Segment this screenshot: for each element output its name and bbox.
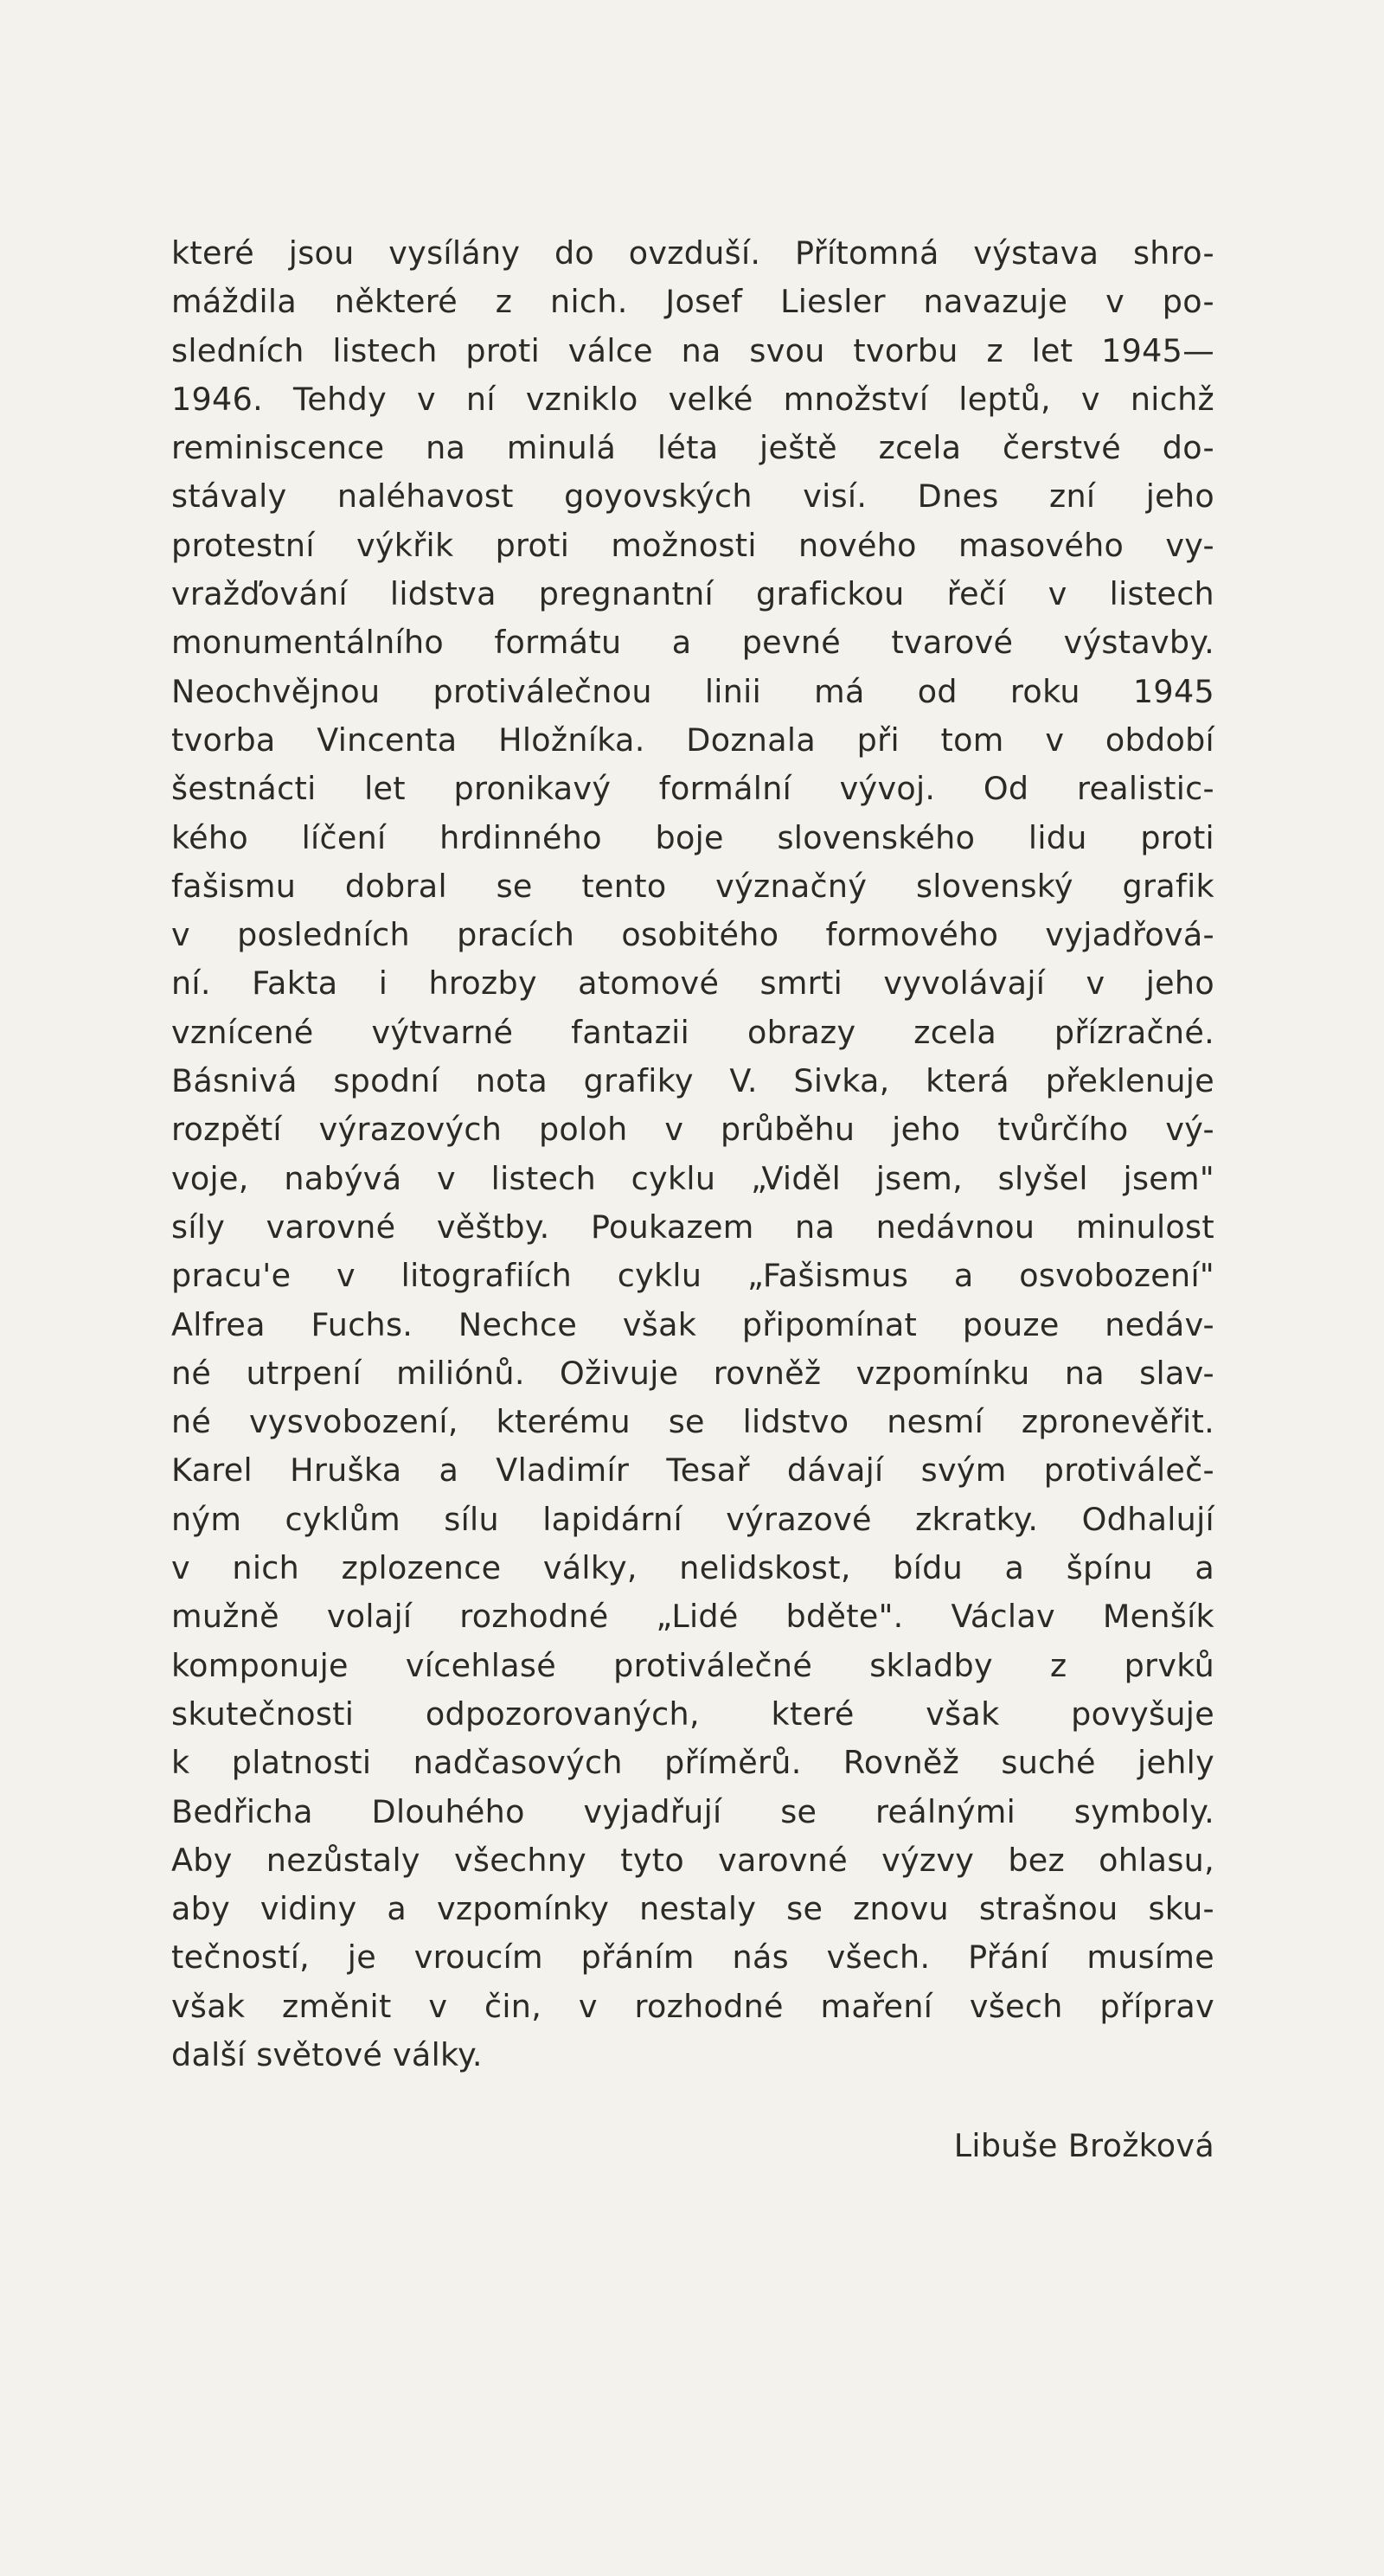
- author-signature: Libuše Brožková: [953, 2127, 1214, 2164]
- text-line: 1946. Tehdy v ní vzniklo velké množství leptů, v nichž: [171, 380, 1214, 418]
- text-line: né vysvobození, kterému se lidstvo nesmí zpronevěřit.: [171, 1403, 1214, 1441]
- text-line: pracu'e v litografiích cyklu „Fašismus a osvobození": [171, 1257, 1214, 1295]
- text-line: v nich zplozence války, nelidskost, bídu a špínu a: [171, 1549, 1214, 1587]
- text-line: kého líčení hrdinného boje slovenského lidu proti: [171, 818, 1214, 856]
- text-line: však změnit v čin, v rozhodné maření všech příprav: [171, 1987, 1214, 2025]
- text-line: ní. Fakta i hrozby atomové smrti vyvolávají v jeho: [171, 964, 1214, 1003]
- text-line: fašismu dobral se tento význačný slovenský grafik: [171, 867, 1214, 905]
- text-line: Alfrea Fuchs. Nechce však připomínat pouze nedáv-: [171, 1305, 1214, 1343]
- text-line: šestnácti let pronikavý formální vývoj. Od realistic-: [171, 770, 1214, 808]
- text-line: reminiscence na minulá léta ještě zcela čerstvé do-: [171, 429, 1214, 467]
- text-line: sledních listech proti válce na svou tvorbu z let 1945—: [171, 331, 1214, 369]
- text-line: v posledních pracích osobitého formového vyjadřová-: [171, 916, 1214, 954]
- text-line: protestní výkřik proti možnosti nového masového vy-: [171, 526, 1214, 564]
- text-line: k platnosti nadčasových příměrů. Rovněž suché jehly: [171, 1744, 1214, 1782]
- body-text: [171, 229, 1214, 2079]
- text-line: monumentálního formátu a pevné tvarové výstavby.: [171, 624, 1214, 662]
- text-line: rozpětí výrazových poloh v průběhu jeho tvůrčího vý-: [171, 1111, 1214, 1149]
- text-line: které jsou vysílány do ovzduší. Přítomná výstava shro-: [171, 234, 1214, 272]
- text-line: komponuje vícehlasé protiválečné skladby z prvků: [171, 1646, 1214, 1684]
- text-line: tečností, je vroucím přáním nás všech. Přání musíme: [171, 1938, 1214, 1977]
- text-line: tvorba Vincenta Hložníka. Doznala při tom v období: [171, 721, 1214, 759]
- text-line: aby vidiny a vzpomínky nestaly se znovu strašnou sku-: [171, 1890, 1214, 1928]
- text-line: né utrpení miliónů. Oživuje rovněž vzpomínku na slav-: [171, 1354, 1214, 1392]
- text-line: vražďování lidstva pregnantní grafickou řečí v listech: [171, 575, 1214, 613]
- text-line: stávaly naléhavost goyovských visí. Dnes zní jeho: [171, 477, 1214, 516]
- text-line: vznícené výtvarné fantazii obrazy zcela přízračné.: [171, 1013, 1214, 1051]
- text-line: skutečnosti odpozorovaných, které však povyšuje: [171, 1695, 1214, 1733]
- text-line: voje, nabývá v listech cyklu „Viděl jsem, slyšel jsem": [171, 1159, 1214, 1197]
- text-line: síly varovné věštby. Poukazem na nedávnou minulost: [171, 1208, 1214, 1246]
- text-line: další světové války.: [171, 2035, 483, 2073]
- text-line: máždila některé z nich. Josef Liesler navazuje v po-: [171, 283, 1214, 321]
- text-line: Karel Hruška a Vladimír Tesař dávají svým protiváleč-: [171, 1451, 1214, 1490]
- text-line: Básnivá spodní nota grafiky V. Sivka, která překlenuje: [171, 1062, 1214, 1100]
- text-line: Neochvějnou protiválečnou linii má od roku 1945: [171, 672, 1214, 710]
- text-line: mužně volají rozhodné „Lidé bděte". Václav Menšík: [171, 1598, 1214, 1636]
- text-line: Bedřicha Dlouhého vyjadřují se reálnými symboly.: [171, 1792, 1214, 1830]
- text-line: ným cyklům sílu lapidární výrazové zkratky. Odhalují: [171, 1500, 1214, 1538]
- text-line: Aby nezůstaly všechny tyto varovné výzvy bez ohlasu,: [171, 1841, 1214, 1879]
